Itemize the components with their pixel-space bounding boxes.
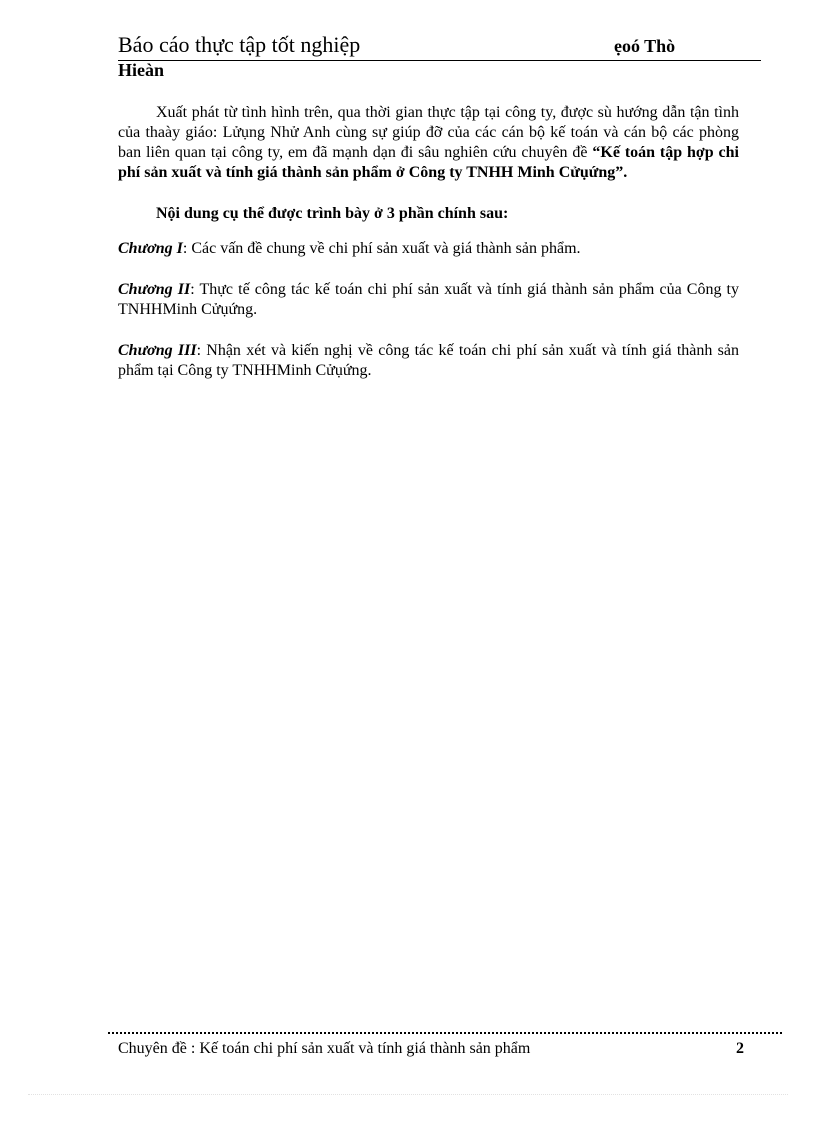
intro-topic: “Kế toán tập hợp chi phí sản xuất và tính giá thành sản phẩm ở Công ty TNHH Minh Cửụứng”.	[118, 144, 739, 181]
document-body	[118, 103, 739, 381]
intro-paragraph	[118, 103, 739, 183]
footer-divider	[108, 1032, 782, 1034]
page-number: 2	[736, 1040, 744, 1057]
page-header	[118, 30, 761, 61]
chapter-3-text: : Nhận xét và kiến nghị về công tác kế toán chi phí sản xuất và tính giá thành sản phẩm tại Công ty TNHHMinh Cửụứng.	[118, 342, 739, 379]
chapter-2	[118, 280, 739, 320]
chapter-1-text: : Các vấn đề chung về chi phí sản xuất và giá thành sản phẩm.	[182, 240, 581, 257]
chapter-1-label: Chương I	[118, 240, 183, 257]
header-title: Báo cáo thực tập tốt nghiệp	[118, 32, 361, 57]
chapter-2-text: : Thực tế công tác kế toán chi phí sản xuất và tính giá thành sản phẩm của Công ty TNHHMinh Cửụứng.	[118, 281, 740, 318]
header-author: ẹoó Thò	[614, 36, 676, 56]
chapter-1	[118, 239, 739, 259]
intro-text: Xuất phát từ tình hình trên, qua thời gian thực tập tại công ty, được sù hướng dẫn tận tình của thaày giáo: Lửụng Nhử Anh cùng sự giúp đỡ của các cán bộ kế toán và cán bộ các phòng ban liên quan tại công ty, em đã mạnh dạn đi sâu nghiên cứu chuyên đề	[118, 104, 739, 161]
footer-text: Chuyên đề : Kế toán chi phí sản xuất và tính giá thành sản phẩm	[118, 1040, 531, 1057]
header-author-continued: Hieàn	[118, 60, 165, 80]
content-heading: Nội dung cụ thể được trình bày ở 3 phần chính sau:	[156, 205, 509, 222]
chapter-3	[118, 341, 739, 381]
chapter-2-label: Chương II	[118, 281, 191, 298]
chapter-3-label: Chương III	[118, 342, 197, 359]
page-edge-divider	[28, 1094, 788, 1095]
